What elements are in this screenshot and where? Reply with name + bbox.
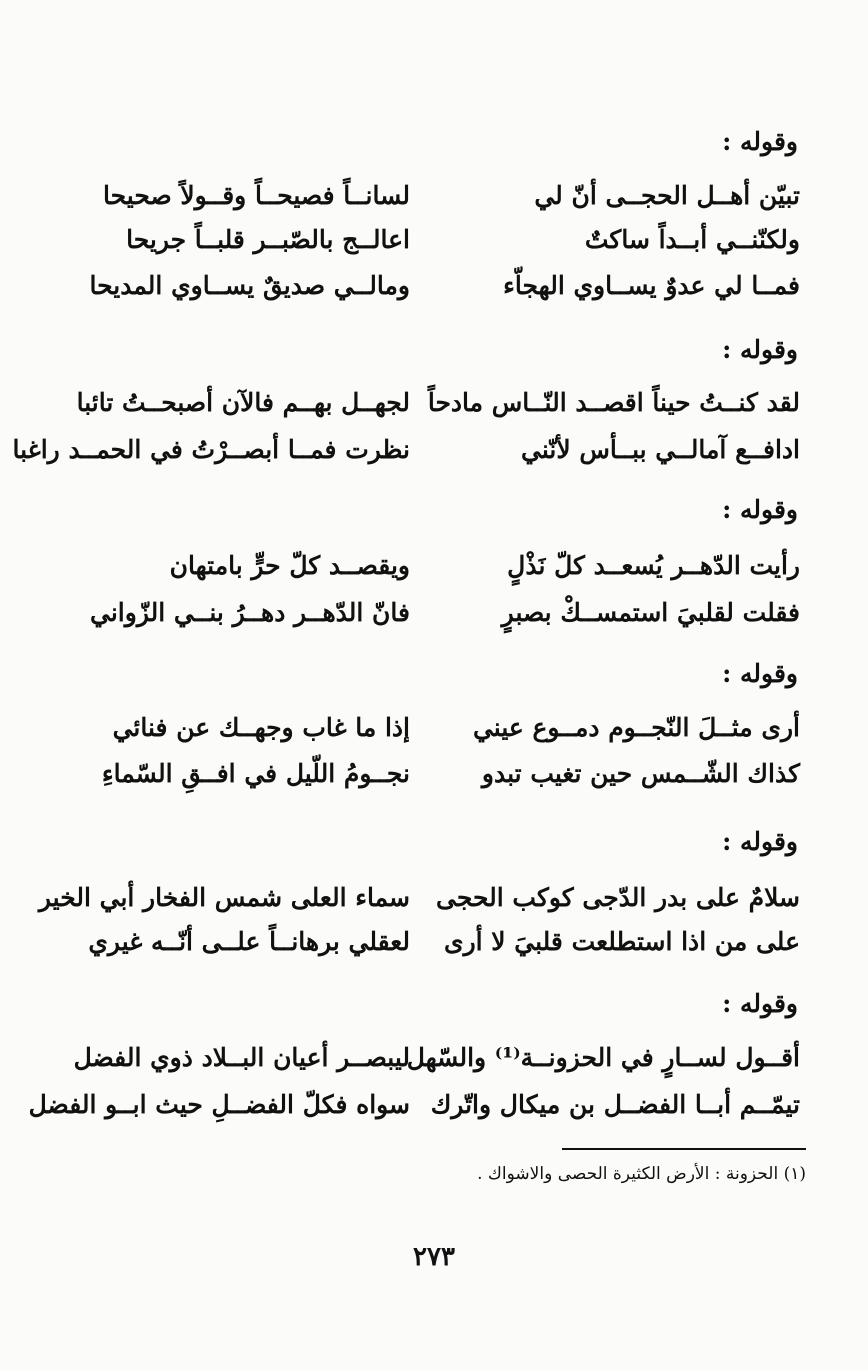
verse-second-hemistich: ويقصــد كلّ حرٍّ بامتهان — [169, 551, 410, 580]
footnote: (١) الحزونة : الأرض الكثيرة الحصى والاشواك . — [477, 1164, 806, 1184]
verse-first-hemistich: تبيّن أهــل الحجــى أنّ لي — [534, 181, 800, 210]
verse-second-hemistich: نظرت فمــا أبصــرْتُ في الحمــد راغبا — [12, 435, 410, 464]
verse-first-hemistich: ولكنّنــي أبــداً ساكتٌ — [584, 225, 800, 254]
verse-second-hemistich: ومالــي صديقٌ يســاوي المديحا — [89, 271, 410, 300]
verse-first-hemistich: فقلت لقلبيَ استمســكْ بصبرٍ — [501, 598, 800, 627]
verse-first-hemistich: تيمّــم أبــا الفضــل بن ميكال واتّرك — [430, 1090, 800, 1119]
section-intro: وقوله : — [722, 659, 798, 688]
verse-first-hemistich: على من اذا استطلعت قلبيَ لا أرى — [444, 927, 800, 956]
verse-first-hemistich: أرى مثــلَ النّجــوم دمــوع عيني — [472, 713, 800, 742]
verse-second-hemistich: إذا ما غاب وجهــك عن فنائي — [112, 713, 410, 742]
page-number: ٢٧٣ — [413, 1242, 455, 1272]
section-intro: وقوله : — [722, 989, 798, 1018]
verse-second-hemistich: سماء العلى شمس الفخار أبي الخير — [38, 883, 410, 912]
verse-second-hemistich: لجهــل بهــم فالآن أصبحــتُ تائبا — [76, 388, 410, 417]
verse-second-hemistich: لسانــاً فصيحــاً وقــولاً صحيحا — [103, 181, 410, 210]
verse-first-hemistich: سلامٌ على بدر الدّجى كوكب الحجى — [436, 883, 800, 912]
verse-first-hemistich: لقد كنــتُ حيناً اقصــد النّــاس مادحاً — [427, 388, 800, 417]
section-intro: وقوله : — [722, 495, 798, 524]
verse-second-hemistich: نجــومُ اللّيل في افــقِ السّماءِ — [101, 759, 410, 788]
verse-first-hemistich: ادافــع آمالــي ببــأس لأنّني — [521, 435, 800, 464]
verse-first-hemistich: كذاك الشّــمس حين تغيب تبدو — [481, 759, 800, 788]
section-intro: وقوله : — [722, 127, 798, 156]
verse-first-hemistich: أقــول لســارٍ في الحزونــة⁽¹⁾ والسّهل — [406, 1043, 800, 1072]
footnote-divider — [562, 1148, 806, 1150]
verse-second-hemistich: سواه فكلّ الفضــلِ حيث ابــو الفضل — [28, 1090, 410, 1119]
section-intro: وقوله : — [722, 827, 798, 856]
verse-second-hemistich: فانّ الدّهــر دهــرُ بنــي الزّواني — [90, 598, 410, 627]
verse-first-hemistich: فمــا لي عدوٌ يســاوي الهجاّء — [503, 271, 800, 300]
verse-second-hemistich: ليبصــر أعيان البــلاد ذوي الفضل — [73, 1043, 410, 1072]
section-intro: وقوله : — [722, 335, 798, 364]
verse-second-hemistich: لعقلي برهانــاً علــى أنّــه غيري — [88, 927, 410, 956]
verse-second-hemistich: اعالــج بالصّبــر قلبــاً جريحا — [126, 225, 410, 254]
verse-first-hemistich: رأيت الدّهــر يُسعــد كلّ نَذْلٍ — [507, 551, 800, 580]
